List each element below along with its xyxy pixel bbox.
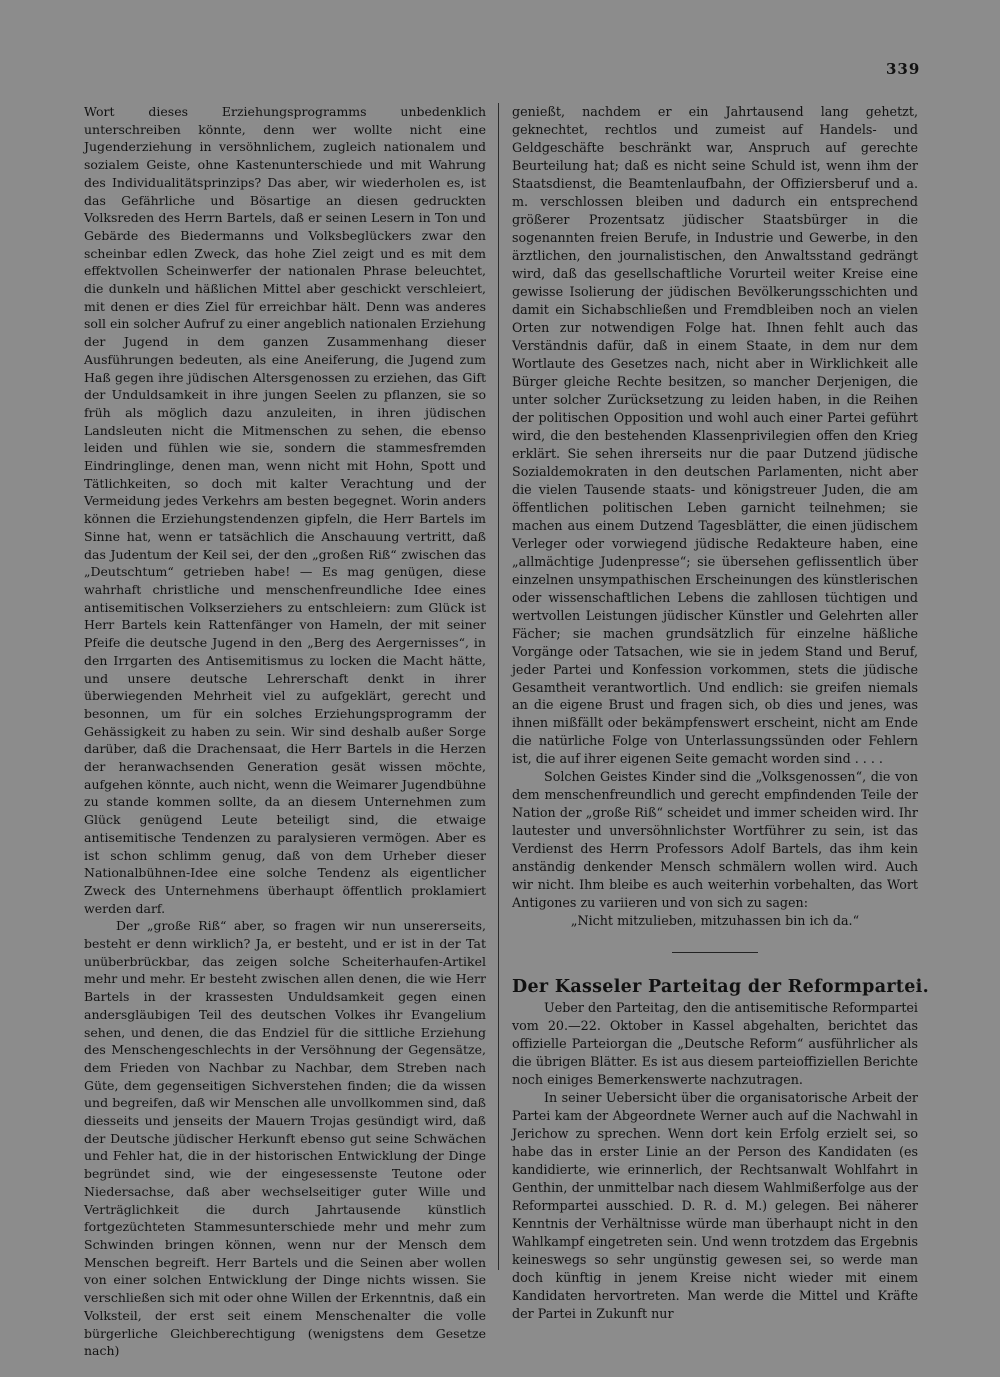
- article-heading: Der Kasseler Parteitag der Reformpartei.: [512, 977, 930, 998]
- quote: „Nicht mitzulieben, mitzuhassen bin ich da.“: [570, 913, 860, 929]
- left-column: [84, 103, 486, 1360]
- paragraph: Wort dieses Erziehungsprogramms unbedenklich unterschreiben könnte, denn wer wollte nicht eine Jugenderziehung in versöhnlichem, zugleich nationalem und sozialem Geiste, ohne Kastenunterschiede und mit Wahrung des Individualitätsprinzips? Das aber, wir wiederholen es, ist das Gefährliche und Bösartige an diesen gedruckten Volksreden des Herrn Bartels, daß er seinen Lesern in Ton und Gebärde des Biedermanns und Volksbeglückers zwar den scheinbar edlen Zweck, das hohe Ziel zeigt und es mit dem effektvollen Scheinwerfer der nationalen Phrase beleuchtet, die dunkeln und häßlichen Mittel aber geschickt verschleiert, mit denen er dies Ziel für erreichbar hält. Denn was anderes soll ein solcher Aufruf zu einer angeblich nationalen Erziehung der Jugend in dem ganzen Zusammenhang dieser Ausführungen bedeuten, als eine Aneiferung, die Jugend zum Haß gegen ihre jüdischen Altersgenossen zu erziehen, das Gift der Unduldsamkeit in ihre jungen Seelen zu pflanzen, sie so früh als möglich dazu anzuleiten, in ihren jüdischen Landsleuten nicht die Mitmenschen zu sehen, die ebenso leiden und fühlen wie sie, sondern die stammesfremden Eindringlinge, denen man, wenn nicht mit Hohn, Spott und Tätlichkeiten, so doch mit kalter Verachtung und der Vermeidung jedes Verkehrs am besten begegnet. Worin anders können die Erziehungstendenzen gipfeln, die Herr Bartels im Sinne hat, wenn er tatsächlich die Anschauung vertritt, daß das Judentum der Keil sei, der den „großen Riß“ zwischen das „Deutschtum“ getrieben habe! — Es mag genügen, diese wahrhaft christliche und menschenfreundliche Idee eines antisemitischen Volkserziehers zu entschleiern: zum Glück ist Herr Bartels kein Rattenfänger von Hameln, der mit seiner Pfeife die deutsche Jugend in den „Berg des Aergernisses“, in den Irrgarten des Antisemitismus zu locken die Macht hätte, und unsere deutsche Lehrerschaft denkt in ihrer überwiegenden Mehrheit viel zu aufgeklärt, gerecht und besonnen, um für ein solches Erziehungsprogramm der Gehässigkeit zu haben zu sein. Wir sind deshalb außer Sorge darüber, daß die Drachensaat, die Herr Bartels in die Herzen der heranwachsenden Generation gesät wissen möchte, aufgehen könnte, auch nicht, wenn die Weimarer Jugendbühne zu stande kommen sollte, da an diesem Unternehmen zum Glück genügend Leute beteiligt sind, die etwaige antisemitische Tendenzen zu paralysieren vermögen. Aber es ist schon schlimm genug, daß von dem Urheber dieser Nationalbühnen-Idee eine solche Tendenz als eigentlicher Zweck des Unternehmens überhaupt öffentlich proklamiert werden darf.: [84, 104, 486, 916]
- right-column: [512, 103, 930, 1323]
- paragraph: In seiner Uebersicht über die organisatorische Arbeit der Partei kam der Abgeordnete Werner auch auf die Nachwahl in Jerichow zu sprechen. Wenn dort kein Erfolg erzielt sei, so habe das in erster Linie an der Person des Kandidaten (es kandidierte, wie erinnerlich, der Rechtsanwalt Wohlfahrt in Genthin, der unmittelbar nach diesem Wahlmißerfolge aus der Reformpartei ausschied. D. R. d. M.) gelegen. Bei näherer Kenntnis der Verhältnisse würde man überhaupt nicht in den Wahlkampf eingetreten sein. Und wenn trotzdem das Ergebnis keineswegs so sehr ungünstig gewesen sei, so werde man doch künftig in jenem Kreise nicht wieder mit einem Kandidaten hervortreten. Man werde die Mittel und Kräfte der Partei in Zukunft nur: [512, 1090, 918, 1322]
- paragraph: Ueber den Parteitag, den die antisemitische Reformpartei vom 20.—22. Oktober in Kassel abgehalten, berichtet das offizielle Parteiorgan die „Deutsche Reform“ ausführlicher als die übrigen Blätter. Es ist aus diesem parteioffiziellen Berichte noch einiges Bemerkenswerte nachzutragen.: [512, 1000, 918, 1088]
- paragraph: genießt, nachdem er ein Jahrtausend lang gehetzt, geknechtet, rechtlos und zumeist auf Handels- und Geldgeschäfte beschränkt war, Anspruch auf gerechte Beurteilung hat; daß es nicht seine Schuld ist, wenn ihm der Staatsdienst, die Beamtenlaufbahn, der Offiziersberuf und a. m. verschlossen bleiben und dadurch ein entsprechend größerer Prozentsatz jüdischer Staatsbürger in die sogenannten freien Berufe, in Industrie und Gewerbe, in den ärztlichen, den journalistischen, den Anwaltsstand gedrängt wird, daß das gesellschaftliche Vorurteil weiter Kreise eine gewisse Isolierung der jüdischen Bevölkerungsschichten und damit ein Sichabschließen und Fremdbleiben noch an vielen Orten zur notwendigen Folge hat. Ihnen fehlt auch das Verständnis dafür, daß in einem Staate, in dem nur dem Wortlaute des Gesetzes nach, nicht aber in Wirklichkeit alle Bürger gleiche Rechte besitzen, so mancher Derjenigen, die unter solcher Zurücksetzung zu leiden haben, in die Reihen der politischen Opposition und wohl auch einer Partei geführt wird, die den bestehenden Klassenprivilegien offen den Krieg erklärt. Sie sehen ihrerseits nur die paar Dutzend jüdische Sozialdemokraten in den deutschen Parlamenten, nicht aber die vielen Tausende staats- und königstreuer Juden, die am öffentlichen politischen Leben garnicht teilnehmen; sie machen aus einem Dutzend Tagesblätter, die einen jüdischem Verleger oder vorwiegend jüdische Redakteure haben, eine „allmächtige Judenpresse“; sie übersehen geflissentlich über einzelnen unsympathischen Erscheinungen des künstlerischen oder wissenschaftlichen Lebens die zahllosen tüchtigen und wertvollen Leistungen jüdischer Künstler und Gelehrten aller Fächer; sie machen grundsätzlich für einzelne häßliche Vorgänge oder Tatsachen, wie sie in jedem Stand und Beruf, jeder Partei und Konfession vorkommen, stets die jüdische Gesamtheit verantwortlich. Und endlich: sie greifen niemals an die eigene Brust und fragen sich, ob dies und jenes, was ihnen mißfällt oder bekämpfenswert erscheint, nicht am Ende die natürliche Folge von Unterlassungssünden oder Fehlern ist, die auf ihrer eigenen Seite gemacht worden sind . . . .: [512, 104, 918, 767]
- paragraph: Solchen Geistes Kinder sind die „Volksgenossen“, die von dem menschenfreundlich und gerecht empfindenden Teile der Nation der „große Riß“ scheidet und immer scheiden wird. Ihr lautester und unversöhnlichster Wortführer zu sein, ist das Verdienst des Herrn Professors Adolf Bartels, das ihm kein anständig denkender Mensch schmälern wollen wird. Auch wir nicht. Ihm bleibe es auch weiterhin vorbehalten, das Wort Antigones zu variieren und von sich zu sagen:: [512, 769, 918, 911]
- page-number: 339: [886, 60, 921, 78]
- section-separator: [672, 952, 758, 953]
- paragraph: Der „große Riß“ aber, so fragen wir nun unsererseits, besteht er denn wirklich? Ja, er besteht, und er ist in der Tat unüberbrückbar, das zeigen solche Scheiterhaufen-Artikel mehr und mehr. Er besteht zwischen allen denen, die wie Herr Bartels in der krassesten Unduldsamkeit gegen einen andersgläubigen Teil des deutschen Volkes ihr Evangelium sehen, und denen, die das Endziel für die sittliche Erziehung des Menschengeschlechts in der Versöhnung der Gegensätze, dem Frieden von Nachbar zu Nachbar, dem Streben nach Güte, dem gegenseitigen Sichverstehen finden; die da wissen und begreifen, daß wir Menschen alle unvollkommen sind, daß diesseits und jenseits der Mauern Trojas gesündigt wird, daß der Deutsche jüdischer Herkunft ebenso gut seine Schwächen und Fehler hat, die in der historischen Entwicklung der Dinge begründet sind, wie der eingesessenste Teutone oder Niedersachse, daß aber wechselseitiger guter Wille und Verträglichkeit die durch Jahrtausende künstlich fortgezüchteten Stammesunterschiede mehr und mehr zum Schwinden bringen können, wenn nur der Mensch dem Menschen begreift. Herr Bartels und die Seinen aber wollen von einer solchen Entwicklung der Dinge nichts wissen. Sie verschließen sich mit oder ohne Willen der Erkenntnis, daß ein Volksteil, der erst seit einem Menschenalter die volle bürgerliche Gleichberechtigung (wenigstens dem Gesetze nach): [84, 918, 486, 1359]
- column-divider: [498, 103, 499, 1270]
